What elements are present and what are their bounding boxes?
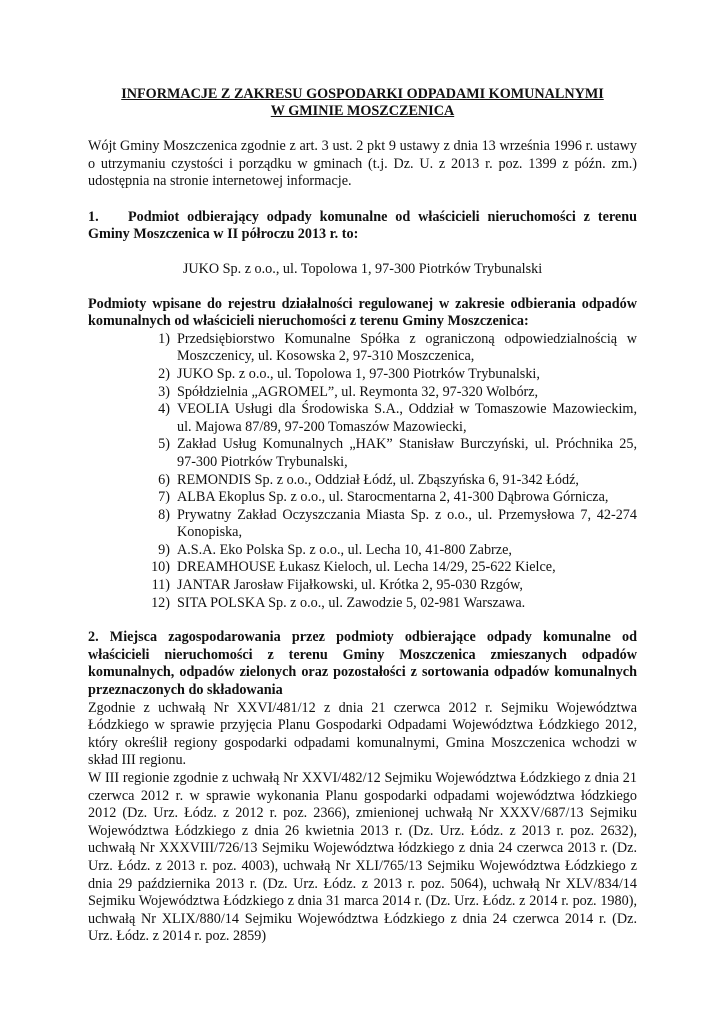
list-item-number: 1) [158,330,170,347]
section-1-number: 1. [88,208,99,225]
list-item-number: 5) [158,436,170,453]
list-item-text: Prywatny Zakład Oczyszczania Miasta Sp. z o.o., ul. Przemysłowa 7, 42-274 Konopiska, [177,506,637,541]
list-item [88,507,637,542]
section-2-paragraph-2: W III regionie zgodnie z uchwałą Nr XXVI/482/12 Sejmiku Województwa Łódzkiego z dnia 21 czerwca 2012 r. w sprawie wykonania Planu gospodarki odpadami województwa łódzkiego 2012 (Dz. Urz. Łódz. z 2012 r. poz. 2366), zmienionej uchwałą Nr XXXV/687/13 Sejmiku Województwa Łódzkiego z dnia 26 kwietnia 2013 r. (Dz. Urz. Łódz. z 2013 r. poz. 2632), uchwałą Nr XXXVIII/726/13 Sejmiku Województwa łódzkiego z dnia 24 czerwca 2013 r. (Dz. Urz. Łódz. z 2013 r. poz. 4003), uchwałą Nr XLI/765/13 Sejmiku Województwa Łódzkiego z dnia 29 października 2013 r. (Dz. Urz. Łódz. z 2013 r. poz. 5064), uchwałą Nr XLV/834/14 Sejmiku Województwa Łódzkiego z dnia 31 marca 2014 r. (Dz. Urz. Łódz. z 2014 r. poz. 1980), uchwałą Nr XLIX/880/14 Sejmiku Województwa Łódzkiego z dnia 24 czerwca 2014 r. (Dz. Urz. Łódz. z 2014 r. poz. 2859) [88,770,637,945]
list-item [88,401,637,436]
register-list [88,331,637,613]
list-item-number: 12) [151,594,170,611]
list-item-number: 11) [151,577,170,594]
section-2-heading: 2. Miejsca zagospodarowania przez podmioty odbierające odpady komunalne od właścicieli nieruchomości z terenu Gminy Moszczenica zmieszanych odpadów komunalnych, odpadów zielonych oraz pozostałości z sortowania odpadów komunalnych przeznaczonych do składowania [88,629,637,699]
list-item-text: Spółdzielnia „AGROMEL”, ul. Reymonta 32, 97-320 Wolbórz, [177,383,539,400]
title-line-2: W GMINIE MOSZCZENICA [270,103,455,119]
list-item [88,595,637,613]
page-title [88,86,637,120]
current-contractor: JUKO Sp. z o.o., ul. Topolowa 1, 97-300 Piotrków Trybunalski [182,260,543,277]
list-item-text: Zakład Usług Komunalnych „HAK” Stanisław Burczyński, ul. Próchnika 25, 97-300 Piotrków Trybunalski, [177,436,637,470]
list-item-text: DREAMHOUSE Łukasz Kieloch, ul. Lecha 14/29, 25-622 Kielce, [177,559,556,576]
register-heading: Podmioty wpisane do rejestru działalności regulowanej w zakresie odbierania odpadów komunalnych od właścicieli nieruchomości z terenu Gminy Moszczenica: [88,295,637,330]
list-item-number: 2) [158,365,170,382]
list-item [88,331,637,366]
list-item [88,384,637,402]
list-item [88,489,637,507]
list-item-number: 4) [158,401,170,418]
list-item-text: JANTAR Jarosław Fijałkowski, ul. Krótka 2, 95-030 Rzgów, [177,577,523,594]
list-item-number: 8) [158,506,170,523]
section-1-heading [88,209,637,244]
list-item-number: 7) [158,489,170,506]
list-item-number: 3) [158,383,170,400]
list-item-text: ALBA Ekoplus Sp. z o.o., ul. Starocmentarna 2, 41-300 Dąbrowa Górnicza, [177,489,609,506]
intro-paragraph: Wójt Gminy Moszczenica zgodnie z art. 3 ust. 2 pkt 9 ustawy z dnia 13 września 1996 r. ustawy o utrzymaniu czystości i porządku w gminach (t.j. Dz. U. z 2013 r. poz. 1399 z późn. zm.) udostępnia na stronie internetowej informacje. [88,138,637,190]
list-item-text: VEOLIA Usługi dla Środowiska S.A., Oddział w Tomaszowie Mazowieckim, ul. Majowa 87/89, 97-200 Tomaszów Mazowiecki, [177,401,637,435]
list-item-number: 10) [151,559,170,576]
list-item-number: 9) [158,541,170,558]
list-item [88,577,637,595]
list-item [88,366,637,384]
section-2-paragraph-1: Zgodnie z uchwałą Nr XXVI/481/12 z dnia 21 czerwca 2012 r. Sejmiku Województwa Łódzkiego w sprawie przyjęcia Planu Gospodarki Odpadami Województwa Łódzkiego 2012, który określił regiony gospodarki odpadami komunalnymi, Gmina Moszczenica wchodzi w skład III regionu. [88,699,637,769]
list-item-text: JUKO Sp. z o.o., ul. Topolowa 1, 97-300 Piotrków Trybunalski, [177,365,540,382]
list-item-number: 6) [158,471,170,488]
list-item [88,542,637,560]
list-item-text: A.S.A. Eko Polska Sp. z o.o., ul. Lecha 10, 41-800 Zabrze, [177,541,512,558]
list-item [88,472,637,490]
list-item-text: SITA POLSKA Sp. z o.o., ul. Zawodzie 5, 02-981 Warszawa. [177,594,526,611]
list-item-text: Przedsiębiorstwo Komunalne Spółka z ograniczoną odpowiedzialnością w Moszczenicy, ul. Kosowska 2, 97-310 Moszczenica, [177,330,637,365]
list-item [88,436,637,471]
list-item-text: REMONDIS Sp. z o.o., Oddział Łódź, ul. Zbąszyńska 6, 91-342 Łódź, [177,471,579,488]
section-1-heading-text: Podmiot odbierający odpady komunalne od właścicieli nieruchomości z terenu Gminy Moszczenica w II półroczu 2013 r. to: [88,208,637,243]
list-item [88,559,637,577]
title-line-1: INFORMACJE Z ZAKRESU GOSPODARKI ODPADAMI KOMUNALNYMI [121,86,604,102]
